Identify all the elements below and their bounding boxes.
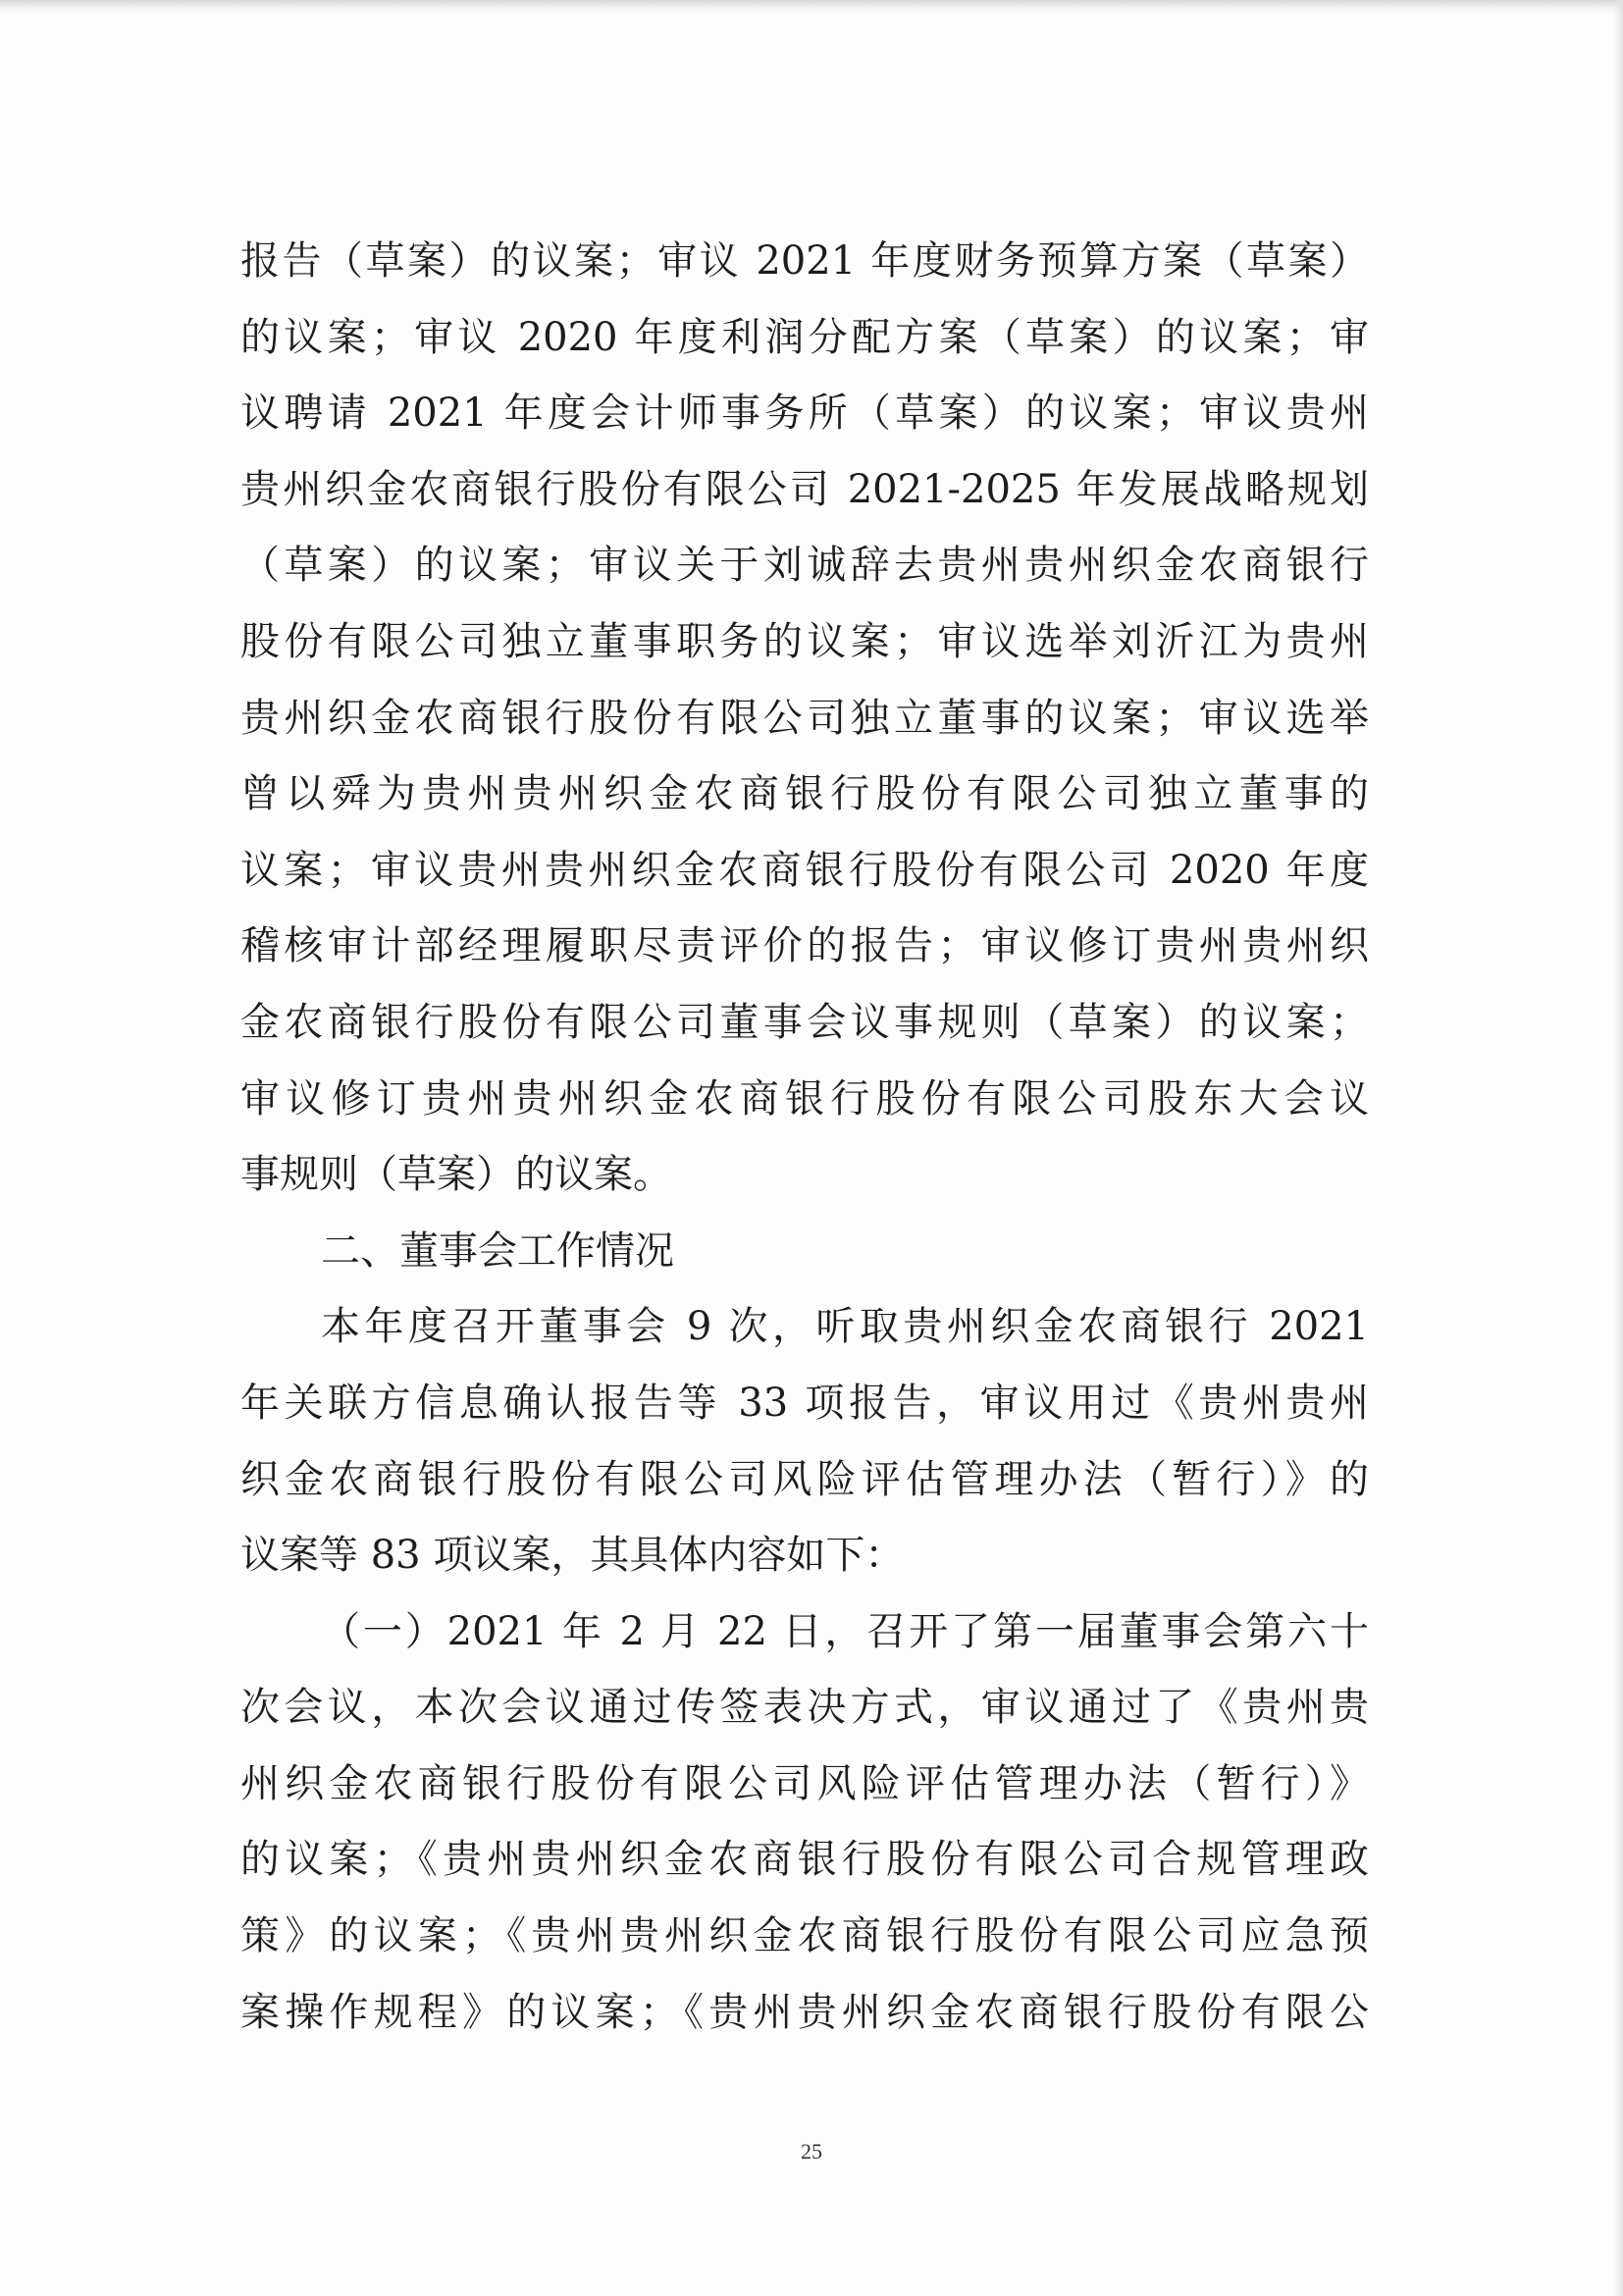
text-line: （一）2021 年 2 月 22 日，召开了第一届董事会第六十 (321, 1608, 1369, 1654)
text-line: 议聘请 2021 年度会计师事务所（草案）的议案；审议贵州 (240, 391, 1369, 437)
text-line: 织金农商银行股份有限公司风险评估管理办法（暂行）》的 (240, 1456, 1369, 1502)
text-line: 案操作规程》的议案；《贵州贵州织金农商银行股份有限公 (240, 1989, 1369, 2035)
text-line: 股份有限公司独立董事职务的议案；审议选举刘沂江为贵州 (240, 618, 1369, 664)
scan-edge-top (0, 0, 1623, 14)
text-line: 金农商银行股份有限公司董事会议事规则（草案）的议案； (240, 999, 1369, 1045)
text-line: 年关联方信息确认报告等 33 项报告，审议用过《贵州贵州 (240, 1380, 1369, 1426)
text-line: 的议案；审议 2020 年度利润分配方案（草案）的议案；审 (240, 314, 1369, 360)
text-line: 议案；审议贵州贵州织金农商银行股份有限公司 2020 年度 (240, 847, 1369, 893)
text-line: 稽核审计部经理履职尽责评价的报告；审议修订贵州贵州织 (240, 923, 1369, 969)
page-number: 25 (801, 2139, 822, 2164)
text-line: 策》的议案；《贵州贵州织金农商银行股份有限公司应急预 (240, 1913, 1369, 1959)
text-line: 议案等 83 项议案，其具体内容如下： (240, 1533, 905, 1579)
text-line: 次会议，本次会议通过传签表决方式，审议通过了《贵州贵 (240, 1685, 1369, 1731)
text-line: 本年度召开董事会 9 次，听取贵州织金农商银行 2021 (321, 1304, 1369, 1350)
text-line: 贵州织金农商银行股份有限公司独立董事的议案；审议选举 (240, 695, 1369, 741)
text-line: 审议修订贵州贵州织金农商银行股份有限公司股东大会议 (240, 1075, 1369, 1122)
text-line: 的议案；《贵州贵州织金农商银行股份有限公司合规管理政 (240, 1837, 1369, 1883)
text-line: 州织金农商银行股份有限公司风险评估管理办法（暂行）》 (240, 1760, 1369, 1806)
text-line: 贵州织金农商银行股份有限公司 2021-2025 年发展战略规划 (240, 466, 1369, 512)
text-line: 曾以舜为贵州贵州织金农商银行股份有限公司独立董事的 (240, 771, 1369, 817)
text-line: 事规则（草案）的议案。 (240, 1152, 672, 1198)
scan-edge-right (1613, 0, 1623, 2296)
text-line: 报告（草案）的议案；审议 2021 年度财务预算方案（草案） (240, 238, 1369, 284)
section-heading: 二、董事会工作情况 (321, 1227, 674, 1274)
body-text (240, 224, 1369, 2051)
text-line: （草案）的议案；审议关于刘诚辞去贵州贵州织金农商银行 (240, 543, 1369, 589)
